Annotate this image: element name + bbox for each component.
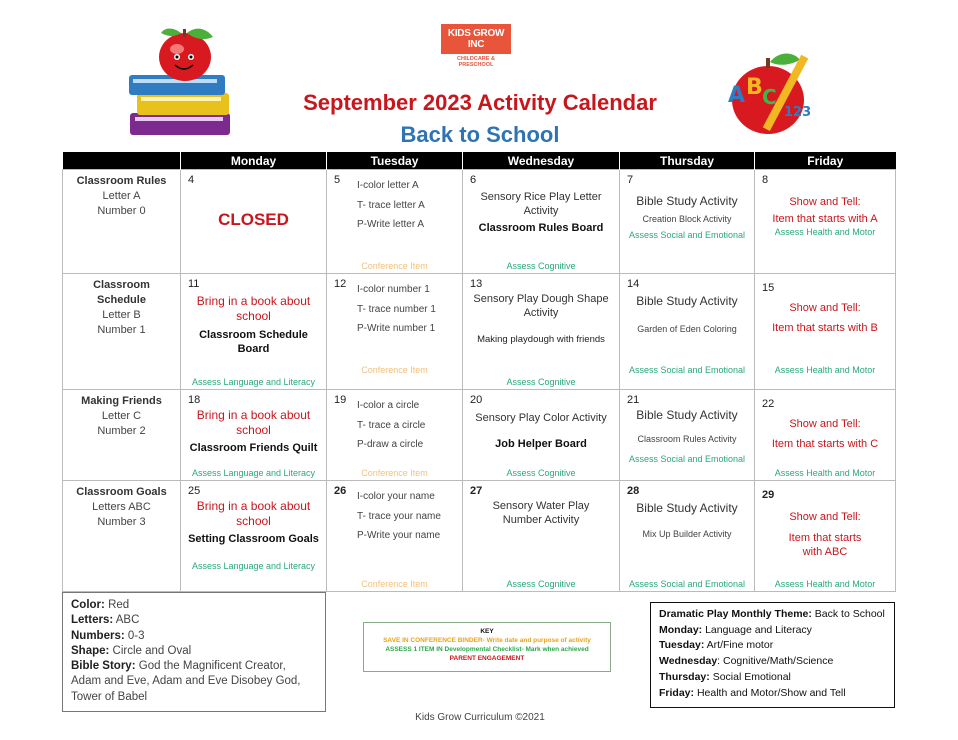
activity-bold: Classroom Schedule Board <box>199 329 308 355</box>
conference-item: Conference Item <box>361 468 428 478</box>
show-and-tell: Show and Tell: <box>789 196 861 208</box>
activity-bold: Classroom Rules Board <box>478 222 604 234</box>
drama-thursday: Thursday: Social Emotional <box>659 670 791 683</box>
day-cell <box>463 390 620 481</box>
activity-line: P-Write number 1 <box>357 323 436 334</box>
activity-line: T- trace number 1 <box>357 303 436 315</box>
week-row <box>63 390 896 481</box>
svg-text:123: 123 <box>784 105 812 120</box>
day-cell <box>463 170 620 274</box>
drama-friday: Friday: Health and Motor/Show and Tell <box>659 686 846 699</box>
day-cell <box>755 481 896 592</box>
day-cell <box>755 170 896 274</box>
assessment-label: Assess Health and Motor <box>774 227 876 237</box>
day-number: 12 <box>334 278 347 290</box>
week-row <box>63 170 896 274</box>
day-cell <box>181 481 327 592</box>
activity-bold: Classroom Friends Quilt <box>189 442 318 454</box>
assessment-label: Assess Language and Literacy <box>191 561 316 571</box>
abc-apple-icon <box>720 42 825 142</box>
week-theme: Making Friends <box>81 395 162 407</box>
week-letter: Letters ABC <box>92 501 151 513</box>
activity-title: Sensory Play Dough Shape Activity <box>473 293 609 319</box>
activity-sub: Garden of Eden Coloring <box>637 324 737 334</box>
svg-text:B: B <box>746 75 763 100</box>
dramatic-play-box <box>650 602 895 708</box>
day-number: 13 <box>470 278 483 290</box>
activity-line: T- trace your name <box>357 510 441 522</box>
header-day: Tuesday <box>327 152 463 170</box>
activity-sub: Creation Block Activity <box>642 214 732 224</box>
week-label <box>63 170 181 274</box>
header-day: Thursday <box>620 152 755 170</box>
assessment-label: Assess Cognitive <box>506 377 576 387</box>
activity-calendar <box>62 152 896 592</box>
day-number: 27 <box>470 485 483 497</box>
copyright: Kids Grow Curriculum ©2021 <box>415 712 545 723</box>
day-number: 4 <box>188 174 195 186</box>
week-letter: Letter C <box>101 410 142 422</box>
tuesday-activities <box>357 280 436 339</box>
week-number: Number 2 <box>97 425 146 437</box>
day-cell <box>620 481 755 592</box>
info-color: Color: Red <box>71 599 130 611</box>
day-number: 19 <box>334 394 347 406</box>
show-and-tell: Show and Tell: <box>789 302 861 314</box>
week-label <box>63 481 181 592</box>
assessment-label: Assess Language and Literacy <box>191 468 316 478</box>
activity-line: P-draw a circle <box>357 439 424 450</box>
week-label <box>63 274 181 390</box>
day-number: 18 <box>188 394 201 406</box>
day-cell <box>620 170 755 274</box>
assessment-label: Assess Language and Literacy <box>191 377 316 387</box>
activity-line: T- trace letter A <box>357 199 425 211</box>
week-number: Number 1 <box>97 324 146 336</box>
activity-title: Sensory Play Color Activity <box>475 412 607 424</box>
books-apple-icon <box>125 25 240 143</box>
day-cell <box>181 274 327 390</box>
activity-sub: Mix Up Builder Activity <box>642 529 732 539</box>
week-row <box>63 274 896 390</box>
day-number: 15 <box>762 282 775 294</box>
day-cell <box>620 274 755 390</box>
week-label <box>63 390 181 481</box>
assessment-label: Assess Social and Emotional <box>628 454 746 464</box>
header-day: Monday <box>181 152 327 170</box>
key-parent: PARENT ENGAGEMENT <box>449 655 525 662</box>
calendar-header <box>63 152 896 170</box>
tuesday-activities <box>357 176 425 235</box>
svg-text:C: C <box>762 85 777 109</box>
show-and-tell: Show and Tell: <box>789 418 861 430</box>
key-box <box>363 622 611 672</box>
day-cell <box>463 481 620 592</box>
activity-bold: Setting Classroom Goals <box>188 533 319 545</box>
logo <box>441 24 511 66</box>
closed-label: CLOSED <box>218 210 289 229</box>
day-number: 28 <box>627 485 640 497</box>
day-cell <box>620 390 755 481</box>
activity-sub: Classroom Rules Activity <box>637 434 737 444</box>
drama-tuesday: Tuesday: Art/Fine motor <box>659 639 774 652</box>
assessment-label: Assess Cognitive <box>506 468 576 478</box>
activity-line: I-color number 1 <box>357 284 430 295</box>
assessment-label: Assess Social and Emotional <box>628 230 746 240</box>
tuesday-activities <box>357 487 441 546</box>
day-number: 11 <box>188 278 200 290</box>
show-and-tell-item: Item that starts with B <box>772 322 878 334</box>
week-letter: Letter B <box>102 309 141 321</box>
assessment-label: Assess Health and Motor <box>774 579 876 589</box>
show-and-tell-item: Item that starts with ABC <box>788 532 862 558</box>
logo-tagline: CHILDCARE & PRESCHOOL <box>457 56 495 68</box>
day-number: 22 <box>762 398 775 410</box>
day-cell <box>327 481 463 592</box>
assessment-label: Assess Cognitive <box>506 261 576 271</box>
activity-line: I-color your name <box>357 491 435 502</box>
day-number: 14 <box>627 278 640 290</box>
day-cell <box>755 274 896 390</box>
drama-monday: Monday: Language and Literacy <box>659 623 812 636</box>
assessment-label: Assess Health and Motor <box>774 468 876 478</box>
day-number: 25 <box>188 485 201 497</box>
drama-theme: Dramatic Play Monthly Theme: Back to School <box>659 608 885 620</box>
activity-title: Sensory Rice Play Letter Activity <box>480 191 602 217</box>
assessment-label: Assess Social and Emotional <box>628 579 746 589</box>
week-number: Number 3 <box>97 516 146 528</box>
week-theme: Classroom Schedule <box>93 279 150 306</box>
day-cell <box>327 274 463 390</box>
activity-title: Bring in a book about school <box>196 294 311 323</box>
activity-title: Bible Study Activity <box>636 194 738 208</box>
show-and-tell-item: Item that starts with A <box>772 213 878 225</box>
day-cell <box>181 170 327 274</box>
day-number: 6 <box>470 174 477 186</box>
header-day: Wednesday <box>463 152 620 170</box>
day-cell <box>181 390 327 481</box>
header-blank <box>63 152 181 170</box>
day-number: 8 <box>762 174 769 186</box>
conference-item: Conference Item <box>361 261 428 271</box>
info-numbers: Numbers: 0-3 <box>71 629 145 642</box>
show-and-tell-item: Item that starts with C <box>771 438 879 450</box>
activity-line: I-color letter A <box>357 180 419 191</box>
activity-title: Bring in a book about school <box>196 499 311 528</box>
week-theme: Classroom Rules <box>76 175 167 187</box>
day-number: 26 <box>334 485 347 497</box>
activity-line: P-Write your name <box>357 530 441 541</box>
key-title: KEY <box>480 628 494 635</box>
monthly-info-box <box>62 592 326 712</box>
activity-title: Bible Study Activity <box>636 408 738 422</box>
day-number: 29 <box>762 489 775 501</box>
logo-name: KIDS GROW INC <box>441 24 511 54</box>
page-title: September 2023 Activity Calendar <box>303 90 657 115</box>
activity-bold: Job Helper Board <box>495 438 587 450</box>
day-cell <box>327 170 463 274</box>
activity-title: Bring in a book about school <box>196 408 311 437</box>
header-day: Friday <box>755 152 896 170</box>
drama-wednesday: Wednesday: Cognitive/Math/Science <box>659 655 834 668</box>
assessment-label: Assess Social and Emotional <box>628 365 746 375</box>
show-and-tell: Show and Tell: <box>789 511 861 523</box>
day-cell <box>327 390 463 481</box>
info-letters: Letters: ABC <box>71 614 140 627</box>
week-number: Number 0 <box>97 205 146 217</box>
day-number: 20 <box>470 394 483 406</box>
week-letter: Letter A <box>102 190 141 202</box>
svg-text:A: A <box>728 83 746 108</box>
day-cell <box>755 390 896 481</box>
day-number: 7 <box>627 174 634 186</box>
activity-sub: Making playdough with friends <box>477 334 605 345</box>
info-shape: Shape: Circle and Oval <box>71 644 192 657</box>
activity-line: I-color a circle <box>357 400 420 411</box>
assessment-label: Assess Cognitive <box>506 579 576 589</box>
week-theme: Classroom Goals <box>76 486 167 498</box>
page-subtitle: Back to School <box>400 122 560 147</box>
activity-title: Sensory Water Play Number Activity <box>492 500 590 526</box>
activity-title: Bible Study Activity <box>636 294 738 308</box>
week-row <box>63 481 896 592</box>
key-conference: SAVE IN CONFERENCE BINDER- Write date and purpose of activity <box>383 637 591 644</box>
conference-item: Conference Item <box>361 365 428 375</box>
activity-line: T- trace a circle <box>357 419 426 431</box>
activity-line: P-Write letter A <box>357 219 425 230</box>
conference-item: Conference Item <box>361 579 428 589</box>
day-cell <box>463 274 620 390</box>
day-number: 21 <box>627 394 640 406</box>
info-bible-story: Bible Story: God the Magnificent Creator, Adam and Eve, Adam and Eve Disobey God, Tower of Babel <box>71 660 301 703</box>
activity-title: Bible Study Activity <box>636 501 738 515</box>
tuesday-activities <box>357 396 425 455</box>
day-number: 5 <box>334 174 341 186</box>
assessment-label: Assess Health and Motor <box>774 365 876 375</box>
key-assess: ASSESS 1 ITEM IN Developmental Checklist- Mark when achieved <box>385 646 589 653</box>
